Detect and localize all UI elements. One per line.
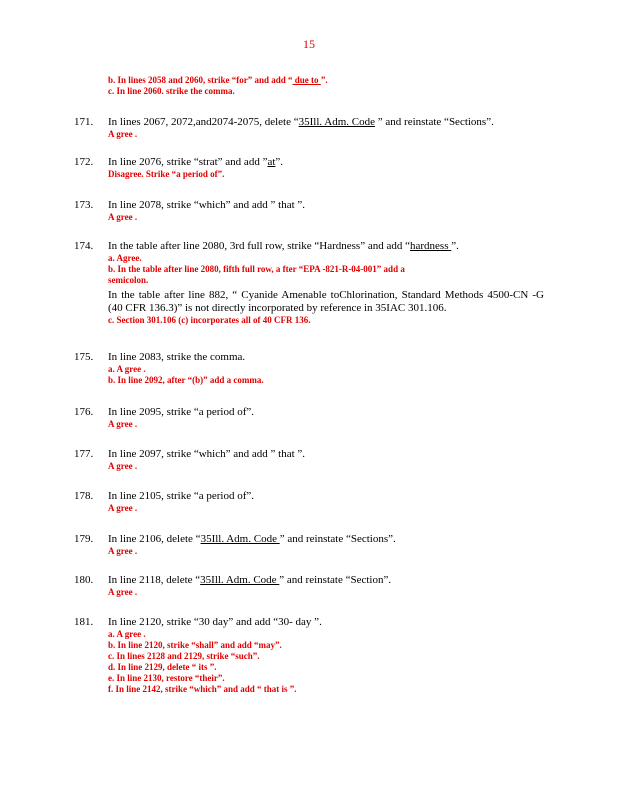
note-line: b. In the table after line 2080, fifth full row, a fter “EPA -821-R-04-001” add a	[108, 264, 405, 274]
item-text: In line 2083, strike the comma.	[108, 351, 246, 363]
item-number: 176.	[74, 406, 94, 418]
item-174	[74, 240, 544, 326]
item-number: 173.	[74, 199, 94, 211]
note-line: A gree .	[108, 419, 138, 429]
note-line: f. In line 2142, strike “which” and add “ that is ”.	[108, 684, 297, 694]
item-text: In line 2097, strike “which” and add ” that ”.	[108, 448, 306, 460]
note-line: c. In line 2060. strike the comma.	[108, 86, 235, 96]
item-text: In lines 2067, 2072,and2074-2075, delete “35Ill. Adm. Code ” and reinstate “Sections”.	[108, 116, 494, 128]
item-text: In line 2118, delete “35Ill. Adm. Code ” and reinstate “Section”.	[108, 574, 392, 586]
item-number: 171.	[74, 116, 94, 128]
item-180	[74, 574, 544, 598]
note-line: b. In line 2120, strike “shall” and add “may”.	[108, 640, 282, 650]
note-line: A gree .	[108, 461, 138, 471]
note-line: semicolon.	[108, 275, 149, 285]
note-line: b. In line 2092, after “(b)” add a comma.	[108, 375, 264, 385]
note-line: c. In lines 2128 and 2129, strike “such”.	[108, 651, 260, 661]
item-text: In line 2120, strike “30 day” and add “30- day ”.	[108, 616, 322, 628]
item-number: 175.	[74, 351, 94, 363]
item-text: In line 2095, strike “a period of”.	[108, 406, 255, 418]
note-line: Disagree. Strike “a period of”.	[108, 169, 225, 179]
item-178	[74, 490, 544, 514]
item-number: 180.	[74, 574, 94, 586]
note-line: A gree .	[108, 503, 138, 513]
item-177	[74, 448, 544, 472]
item-text: In the table after line 2080, 3rd full row, strike “Hardness” and add “hardness ”.	[108, 240, 459, 252]
item-172	[74, 156, 544, 180]
item-number: 177.	[74, 448, 94, 460]
page-number: 15	[303, 37, 315, 51]
note-line: a. A gree .	[108, 364, 146, 374]
note-line: A gree .	[108, 129, 138, 139]
item-extra-text: In the table after line 882, “ Cyanide Amenable toChlorination, Standard Methods 4500-CN -G (40 CFR 136.3)” is not directly incorporated by reference in 35IAC 301.106.	[108, 289, 544, 314]
item-179	[74, 533, 544, 557]
note-line: e. In line 2130, restore “their”.	[108, 673, 225, 683]
item-text: In line 2078, strike “which” and add ” that ”.	[108, 199, 306, 211]
note-line: A gree .	[108, 212, 138, 222]
item-text: In line 2076, strike “strat” and add ”at”.	[108, 156, 284, 168]
item-text: In line 2106, delete “35Ill. Adm. Code ” and reinstate “Sections”.	[108, 533, 396, 545]
note-line: b. In lines 2058 and 2060, strike “for” and add “ due to ”.	[108, 75, 328, 85]
note-line: A gree .	[108, 587, 138, 597]
note-line: A gree .	[108, 546, 138, 556]
note-line: d. In line 2129, delete “ its ”.	[108, 662, 217, 672]
item-181	[74, 616, 544, 695]
item-number: 179.	[74, 533, 94, 545]
item-176	[74, 406, 544, 430]
item-number: 178.	[74, 490, 94, 502]
note-line: c. Section 301.106 (c) incorporates all of 40 CFR 136.	[108, 315, 311, 325]
note-line: a. A gree .	[108, 629, 146, 639]
item-number: 172.	[74, 156, 94, 168]
top-notes	[108, 75, 328, 97]
item-number: 174.	[74, 240, 94, 252]
note-line: a. Agree.	[108, 253, 142, 263]
item-171	[74, 116, 544, 140]
item-173	[74, 199, 544, 223]
item-text: In line 2105, strike “a period of”.	[108, 490, 255, 502]
item-number: 181.	[74, 616, 94, 628]
item-175	[74, 351, 544, 386]
